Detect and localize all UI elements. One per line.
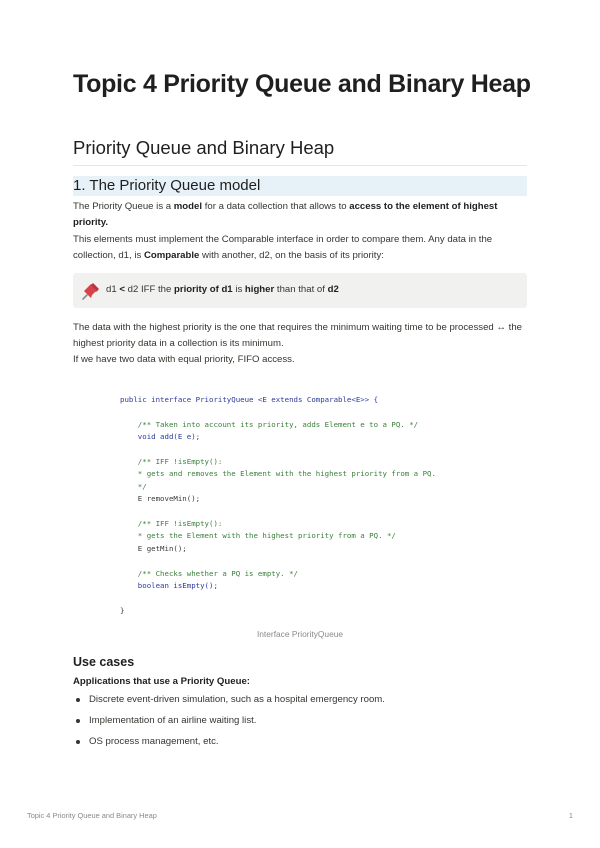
- text-run: with another, d2, on the basis of its priority:: [199, 250, 384, 261]
- code-block: [120, 394, 490, 617]
- text-run: than that of: [274, 284, 328, 295]
- list-item: Implementation of an airline waiting list.: [73, 713, 527, 734]
- code-line: }: [120, 605, 125, 615]
- use-cases-intro: [73, 674, 527, 690]
- code-line: /** IFF !isEmpty():: [120, 457, 223, 467]
- paragraph-model-definition: [73, 199, 527, 231]
- page-title: Topic 4 Priority Queue and Binary Heap: [73, 70, 531, 98]
- text-run: for a data collection that allows to: [202, 201, 350, 212]
- pushpin-icon: [81, 281, 101, 301]
- code-line: [120, 506, 490, 518]
- code-line: /** IFF !isEmpty():: [120, 519, 223, 529]
- callout-text: [106, 283, 339, 297]
- footer-title: Topic 4 Priority Queue and Binary Heap: [27, 811, 157, 820]
- bold-text: model: [173, 201, 203, 212]
- list-item: OS process management, etc.: [73, 734, 527, 755]
- bold-text: d2: [327, 284, 339, 295]
- bold-text: Comparable: [143, 250, 200, 261]
- paragraph-fifo: If we have two data with equal priority, FIFO access.: [73, 354, 295, 365]
- text-run: d1: [106, 284, 120, 295]
- code-line: [120, 406, 490, 418]
- text-run: d2 IFF the: [124, 284, 175, 295]
- text-run: This elements must implement the Comparable interface in order to compare them. Any data in the collection, d1, is: [73, 234, 493, 261]
- code-line: void add(E e);: [120, 432, 201, 442]
- text-run: is: [232, 284, 245, 295]
- code-line: E getMin();: [120, 543, 187, 553]
- code-line: E removeMin();: [120, 494, 201, 504]
- use-cases-heading: Use cases: [73, 655, 135, 669]
- bold-text: priority of d1: [174, 284, 233, 295]
- code-line: [120, 555, 490, 567]
- code-line: * gets the Element with the highest priority from a PQ. */: [120, 531, 396, 541]
- use-cases-list: [73, 692, 527, 755]
- code-line: */: [120, 481, 147, 491]
- code-screenshot: [120, 394, 490, 626]
- image-caption: Interface PriorityQueue: [256, 629, 344, 639]
- code-line: [120, 593, 490, 605]
- callout-box: [73, 273, 527, 308]
- text-run: The Priority Queue is a: [73, 201, 174, 212]
- footer-page-number: 1: [568, 811, 573, 820]
- bold-text: higher: [244, 284, 275, 295]
- paragraph-comparable: [73, 232, 527, 264]
- code-line: /** Taken into account its priority, adds Element e to a PQ. */: [120, 419, 419, 429]
- code-line: [120, 444, 490, 456]
- section-divider: [73, 165, 527, 166]
- code-line: boolean isEmpty();: [120, 581, 218, 591]
- code-line: public interface PriorityQueue <E extends Comparable<E>> {: [120, 395, 379, 404]
- code-line: * gets and removes the Element with the highest priority from a PQ.: [120, 469, 436, 479]
- bold-text: access to the element of highest priority.: [73, 201, 498, 228]
- code-line: /** Checks whether a PQ is empty. */: [120, 568, 298, 578]
- subsection-heading: 1. The Priority Queue model: [73, 176, 527, 196]
- paragraph-highest-priority: The data with the highest priority is the one that requires the minimum waiting time to be processed ↔ the highest priority data in a collection is its minimum.: [73, 322, 522, 349]
- section-heading: Priority Queue and Binary Heap: [73, 137, 335, 158]
- list-item: Discrete event-driven simulation, such as a hospital emergency room.: [73, 692, 527, 713]
- bold-text: <: [119, 284, 125, 295]
- bold-text: Applications that use a Priority Queue:: [73, 676, 250, 687]
